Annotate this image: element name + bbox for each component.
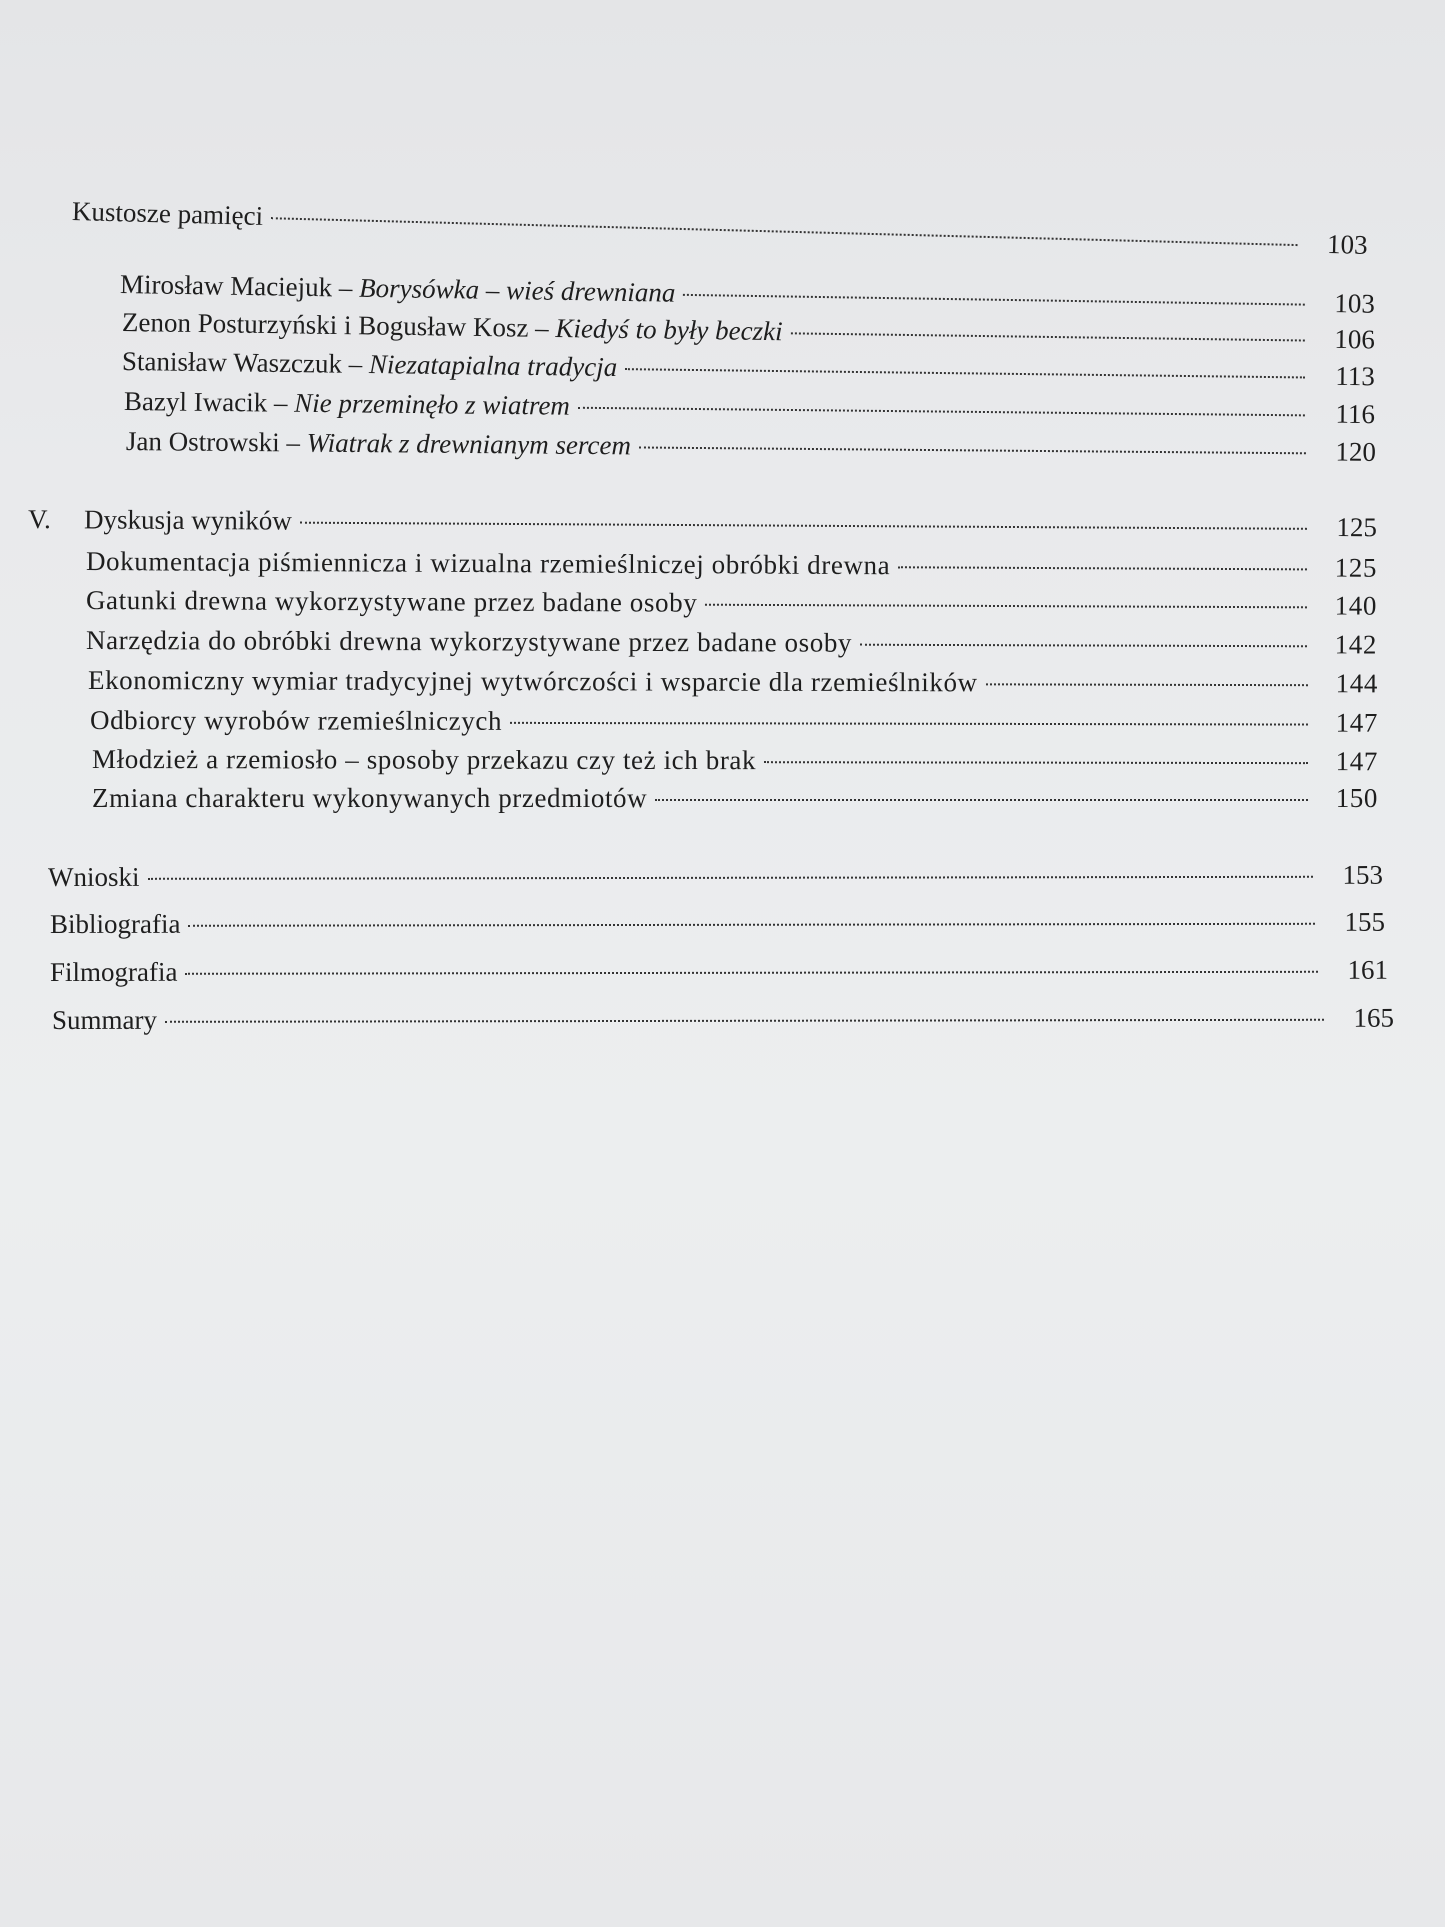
toc-entry-page: 120 [1335,436,1377,467]
toc-entry-title: Bibliografia [49,908,181,939]
dot-leader [625,368,1305,378]
toc-entry-title: Narzędzia do obróbki drewna wykorzystywane przez badane osoby [85,625,853,658]
toc-entry-title: Młodzież a rzemiosło – sposoby przekazu czy też ich brak [91,744,757,776]
toc-entry-title: Filmografia [49,956,178,987]
dot-leader [639,446,1306,454]
toc-entry-title: Dyskusja wyników [83,504,292,536]
toc-entry-title [122,344,626,384]
dot-leader [683,294,1305,306]
toc-entry-page: 153 [1342,859,1384,890]
toc-entry-author: Bazyl Iwacik – [123,386,295,418]
toc-entry-title [124,384,578,423]
toc-entry-page: 125 [1334,552,1378,583]
toc-entry-work: Wiatrak z drewnianym sercem [306,427,632,461]
toc-entry-page: 147 [1335,707,1379,738]
dot-leader [860,644,1307,648]
dot-leader [764,761,1308,764]
toc-entry-work: Niezatapialna tradycja [368,349,618,383]
dot-leader [185,971,1318,975]
toc-entry-title [126,424,639,462]
toc-entry-work: Kiedyś to były beczki [555,313,783,347]
chapter-number: V. [27,504,51,535]
toc-entry-page: 113 [1335,360,1376,392]
toc-entry-page: 106 [1334,323,1376,355]
dot-leader [188,923,1315,927]
toc-entry-ostrowski [126,424,1376,469]
toc-entry-title: Dokumentacja piśmiennicza i wizualna rzemieślniczej obróbki drewna [85,546,891,581]
toc-entry-dokumentacja [86,544,1377,585]
dot-leader [655,799,1308,801]
toc-entry-title: Gatunki drewna wykorzystywane przez badane osoby [85,585,698,618]
toc-chapter-v [28,502,1377,544]
toc-entry-gatunki [86,583,1377,623]
toc-entry-title: Wnioski [47,861,140,892]
toc-entry-title [120,267,684,310]
toc-entry-author: Mirosław Maciejuk – [119,269,360,303]
dot-leader [510,722,1308,726]
dot-leader [148,876,1314,880]
toc-entry-title: Odbiorcy wyrobów rzemieślniczych [89,705,503,736]
toc-entry-page: 116 [1335,398,1376,430]
toc-entry-zmiana [92,781,1378,815]
toc-entry-page: 165 [1353,1002,1395,1033]
toc-entry-title: Kustosze pamięci [71,196,264,231]
toc-entry-kustosze [72,194,1368,262]
toc-entry-mlodziez [92,742,1378,778]
toc-entry-page: 155 [1344,906,1386,937]
dot-leader [300,522,1307,530]
dot-leader [898,566,1307,570]
dot-leader [165,1019,1324,1023]
toc-entry-bibliografia [50,905,1385,941]
toc-entry-page: 161 [1347,954,1389,985]
toc-entry-page: 125 [1336,511,1378,543]
toc-entry-summary [52,1001,1394,1037]
toc-entry-page: 140 [1334,590,1378,621]
toc-entry-author: Jan Ostrowski – [125,426,307,458]
toc-entry-work: Borysówka – wieś drewniana [358,272,676,308]
dot-leader [791,332,1305,341]
toc-entry-odbiorcy [90,703,1378,740]
toc-entry-work: Nie przeminęło z wiatrem [294,387,571,421]
toc-entry-title: Summary [51,1004,158,1035]
dot-leader [986,683,1308,686]
toc-entry-page: 147 [1335,746,1379,777]
dot-leader [578,407,1305,417]
toc-entry-page: 103 [1326,228,1368,260]
toc-entry-page: 150 [1335,783,1378,813]
dot-leader [705,604,1307,609]
toc-entry-author: Zenon Posturzyński i Bogusław Kosz – [121,307,556,344]
toc-entry-filmografia [50,953,1388,989]
toc-entry-title: Ekonomiczny wymiar tradycyjnej wytwórczości i wsparcie dla rzemieślników [87,665,978,698]
toc-entry-wnioski [48,858,1383,894]
toc-entry-page: 144 [1335,668,1379,699]
toc-entry-title [122,305,791,348]
toc-entry-narzedzia [86,623,1377,662]
toc-entry-title: Zmiana charakteru wykonywanych przedmiotów [92,783,648,813]
toc-entry-page: 103 [1334,288,1376,319]
toc-entry-author: Stanisław Waszczuk – [121,346,370,380]
dot-leader [271,217,1297,246]
toc-entry-page: 142 [1334,629,1378,660]
toc-entry-iwacik [124,384,1375,431]
toc-entry-ekonomiczny [88,663,1378,700]
